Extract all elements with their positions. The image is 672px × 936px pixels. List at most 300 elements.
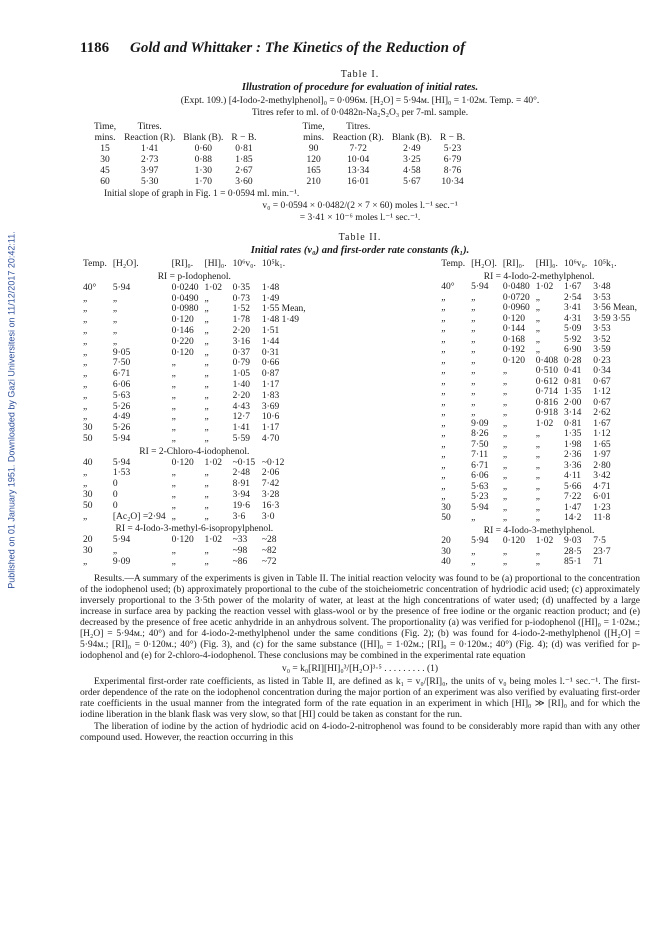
table1-row xyxy=(90,166,469,177)
table2-cell: „ xyxy=(83,390,88,401)
table2-cell: „ xyxy=(471,366,476,376)
table2-section-title: RI = 4-Iodo-3-methylphenol. xyxy=(483,525,595,536)
table2-cell: „ xyxy=(441,313,446,324)
table2-cell: 5·94 xyxy=(112,457,131,468)
table2-cell: 0·0720 xyxy=(502,292,530,303)
table2-row xyxy=(438,536,640,547)
table1-cell: 0·81 xyxy=(235,144,253,154)
table1-header-row-1 xyxy=(90,122,469,133)
table1-header-cell: Titres. xyxy=(137,122,162,132)
table2-cell: 0 xyxy=(112,489,118,500)
table1-header-cell: Reaction (R). xyxy=(332,133,384,143)
paper-page xyxy=(80,40,640,745)
table2-cell: „ xyxy=(471,334,476,345)
table2-row xyxy=(80,434,309,445)
table2-cell: 4·11 xyxy=(563,471,582,481)
table2-cell: 14·2 xyxy=(563,513,582,523)
table2-cell: „ xyxy=(204,369,209,380)
results-paragraph-1: Results.—A summary of the experiments is given in Table II. The initial reaction velocity was found to be (a) proportional to the concentration of the iodophenol used; (b) approximately proportional to the cube of the stoicheiometric concentration of hydriodic acid used; (c) approximately inversely proportional to the 3·5th power of the molarity of water, at least at the high concentrations of water used; (d) unaffected by a large increase in surface area by packing the reaction vessel with glass-wool or by the presence of free iodine or the organic reaction product; and (e) decreased by the presence of free acetic anhydride in an anhydrous solvent. The proportionality (a) was verified for p-iodophenol ([HI]₀ = 1·02м.; [H₂O] = 5·94м.; 40°) and for 4-iodo-2-methylphenol under the same conditions (Fig. 2); (b) was found for 4-iodo-2-methylphenol ([H₂O] = 5·94м.; [RI]₀ = 0·120м.; 40°) (Fig. 3), and (c) for the same substance ([HI]₀ = 1·02м.; [RI]₀ = 0·120м.; 40°) (Fig. 4); (d) was verified for p-iodophenol and (e) for 2-chloro-4-iodophenol. These conclusions may be combined in the experimental rate equation xyxy=(80,573,640,661)
table2-row xyxy=(438,419,640,430)
table2-cell: 1·53 xyxy=(112,468,131,479)
table2-cell: 5·09 xyxy=(563,324,582,334)
table2-cell: 1·02 xyxy=(535,418,554,429)
table2-cell: „ xyxy=(441,408,446,418)
table2-cell: „ xyxy=(441,418,446,429)
table2-cell: 6·71 xyxy=(471,460,489,471)
table1-cell: 30 xyxy=(100,155,110,165)
table2-cell: „ xyxy=(171,358,176,369)
table2-cell: 0·168 xyxy=(502,334,526,345)
table2-cell: „ xyxy=(535,303,540,313)
table2-cell: 0·66 xyxy=(261,358,280,369)
table2-cell: „ xyxy=(471,313,476,324)
table2-row xyxy=(80,479,309,490)
table2-cell: 0·120 xyxy=(171,347,194,358)
table2-cell: 1·67 xyxy=(593,418,611,429)
table2-cell: 0·0240 xyxy=(171,282,199,293)
table1-cell: 3·60 xyxy=(235,177,253,187)
table2-row xyxy=(438,461,640,472)
table2-cell: 2·36 xyxy=(563,450,582,460)
table2-cell: „ xyxy=(471,355,476,366)
table2-cell: 1·40 xyxy=(232,379,250,390)
table2-header-cell: [RI]₀. xyxy=(171,259,194,270)
table1-cell: 45 xyxy=(100,166,110,176)
table2-cell: 0·918 xyxy=(535,408,558,418)
table2-row xyxy=(438,492,640,503)
table2-cell: „ xyxy=(83,315,88,326)
table2-row xyxy=(438,450,640,461)
table2-cell: 7·22 xyxy=(563,492,582,502)
table2-row xyxy=(80,315,309,326)
table2-cell: „ xyxy=(441,324,446,334)
table1-cell: 3·97 xyxy=(140,166,159,176)
table2-row xyxy=(80,293,309,304)
table1-header-cell xyxy=(227,122,260,133)
table2-section-title: RI = 4-Iodo-2-methylphenol. xyxy=(483,271,595,282)
table2-cell: 5·26 xyxy=(112,401,131,412)
table1-header-cell: mins. xyxy=(303,133,325,143)
table2-cell: „ xyxy=(471,303,476,313)
table2-cell: „ xyxy=(441,334,446,345)
table2-cell: 5·94 xyxy=(471,282,489,292)
table1-cell: 120 xyxy=(306,155,321,165)
table2-cell: 0·120 xyxy=(171,457,194,468)
table2-cell: 20 xyxy=(83,535,93,546)
table2-row xyxy=(438,324,640,335)
table1-cell: 1·85 xyxy=(235,155,253,165)
table2-cell: „ xyxy=(535,324,540,334)
table2-cell: „ xyxy=(171,556,176,567)
table2-cell: 0·73 xyxy=(232,293,250,304)
table2-cell: „ xyxy=(502,439,508,450)
table2-row xyxy=(438,293,640,304)
table2-cell: 3·48 xyxy=(593,282,611,292)
table2-cell: 30 xyxy=(83,546,93,556)
table2-cell: „ xyxy=(441,376,446,387)
page-number: 1186 xyxy=(80,40,110,56)
table2-cell: 0·144 xyxy=(502,324,526,334)
table1-cell: 1·41 xyxy=(140,144,159,154)
table2-cell: 3·53 xyxy=(593,324,611,334)
table2-cell: „ xyxy=(171,412,176,423)
table2-cell: „ xyxy=(204,546,209,556)
table2-cell: „ xyxy=(535,502,540,513)
table1-cell: 5·23 xyxy=(443,144,462,154)
table2-cell: „ xyxy=(204,336,209,347)
table2-cell: „ xyxy=(441,387,446,397)
table2-section-title: RI = p-Iodophenol. xyxy=(157,271,231,282)
table2-cell: 1·12 xyxy=(593,387,611,397)
table2-cell: „ xyxy=(204,556,209,567)
table2-cell: „ xyxy=(204,500,209,511)
table2-row xyxy=(438,366,640,377)
table2-cell: 8·91 xyxy=(232,479,250,490)
table2-cell: „ xyxy=(112,325,118,336)
table2-cell: „ xyxy=(83,556,88,567)
table1-cell: 2·73 xyxy=(140,155,159,165)
table1-cell: 0·88 xyxy=(194,155,213,165)
table2-cell: 11·8 xyxy=(593,513,611,523)
table2-cell: „ xyxy=(83,304,88,315)
table2-header-cell: 10⁶v₀. xyxy=(232,259,256,270)
table2-cell: „ xyxy=(502,502,508,513)
table2-cell: 2·48 xyxy=(232,468,250,479)
table2-row xyxy=(438,356,640,367)
table2-cell: 0·192 xyxy=(502,345,526,355)
table2-cell: „ xyxy=(441,460,446,471)
table2-cell: „ xyxy=(502,366,508,376)
table2-cell: 4·43 xyxy=(232,401,250,412)
table1-header-cell xyxy=(436,122,469,133)
column-gap xyxy=(261,166,299,177)
table2-cell: „ xyxy=(502,557,508,567)
table2-cell: 0·510 xyxy=(535,366,558,376)
table2-cell: 0·81 xyxy=(563,418,582,429)
download-notice xyxy=(4,150,20,670)
table1-cell: 3·25 xyxy=(403,155,421,165)
table2-cell: „ xyxy=(204,304,209,315)
table2-header-cell: Temp. xyxy=(83,259,107,270)
table2-cell: 12·7 xyxy=(232,412,250,423)
table2-cell: „ xyxy=(171,433,176,444)
table2-cell: „ xyxy=(502,450,508,460)
table2-cell: 0·67 xyxy=(593,376,611,387)
table2-cell: „ xyxy=(204,379,209,390)
table2-cell: 23·7 xyxy=(593,546,611,557)
table2-cell: „ xyxy=(204,423,209,434)
table2-cell: 7·5 xyxy=(593,536,606,546)
table2-cell: „ xyxy=(535,546,540,557)
table2-row xyxy=(438,282,640,293)
table2-cell: 5·59 xyxy=(232,433,250,444)
table2-row xyxy=(438,398,640,409)
table2-cell: 1·44 xyxy=(261,336,280,347)
table2-cell: 1·67 xyxy=(563,282,582,292)
table2-cell: „ xyxy=(204,511,209,522)
table2-cell: 0·0490 xyxy=(171,293,199,304)
table2-cell: 0·31 xyxy=(261,347,280,358)
table2-cell: 3·0 xyxy=(261,511,275,522)
table2-row xyxy=(80,283,309,294)
table2-cell: „ xyxy=(502,387,508,397)
table1-header-cell: R − B. xyxy=(231,133,257,143)
table2-cell: „ xyxy=(112,315,118,326)
table2-cell: 0·120 xyxy=(171,315,194,326)
table1-cell: 210 xyxy=(306,177,321,187)
table2-cell: „ xyxy=(502,513,508,523)
table1-cell: 16·01 xyxy=(347,177,370,187)
table2-row xyxy=(438,429,640,440)
table2-cell: „ xyxy=(171,546,176,556)
table2-cell: ~86 xyxy=(232,556,248,567)
table2-cell: „ xyxy=(83,401,88,412)
table1-cell: 10·34 xyxy=(441,177,464,187)
table2-cell: „ xyxy=(204,315,209,326)
table1-header-cell: Time, xyxy=(302,122,325,132)
table2-cell: „ xyxy=(502,481,508,492)
table2-right xyxy=(438,259,640,568)
table2-cell: 2·20 xyxy=(232,325,250,336)
table2-row xyxy=(438,314,640,325)
table2-cell: „ xyxy=(441,397,446,408)
running-title: Gold and Whittaker : The Kinetics of the Reduction of xyxy=(130,40,466,56)
table2-cell: „ xyxy=(535,313,540,324)
table2-cell: 2·80 xyxy=(593,460,611,471)
table2-cell: 1·78 xyxy=(232,315,250,326)
table2-cell: „ xyxy=(535,439,540,450)
table1-cell: 5·30 xyxy=(140,177,159,187)
table1-header-cell: Titres. xyxy=(346,122,371,132)
table2-cell: 28·5 xyxy=(563,546,582,557)
table2-cell: „ xyxy=(502,397,508,408)
table1-note: Titres refer to ml. of 0·0482n-Na₂S₂O₃ per 7-ml. sample. xyxy=(251,108,469,118)
table2-cell: [Ac₂O] =2·94 xyxy=(112,511,166,522)
table2-cell: „ xyxy=(502,471,508,481)
table2-cell: 85·1 xyxy=(563,557,582,567)
table2-row xyxy=(438,482,640,493)
table2-cell: 0·816 xyxy=(535,397,558,408)
table2-header-cell: [HI]₀. xyxy=(204,259,227,270)
table1-cell: 10·04 xyxy=(347,155,370,165)
table2-row xyxy=(438,335,640,346)
table2-row xyxy=(80,511,309,522)
table2-cell: „ xyxy=(83,293,88,304)
table2-cell: 6·01 xyxy=(593,492,611,502)
table2-cell: 30 xyxy=(83,423,93,434)
table2-cell: 1·02 xyxy=(204,535,222,546)
table2-cell: 40° xyxy=(83,282,97,293)
table2-cell: 0·120 xyxy=(502,313,526,324)
table2-cell: 5·66 xyxy=(563,481,582,492)
table2-row xyxy=(80,457,309,468)
table2-cell: 5·94 xyxy=(112,433,131,444)
table2-row xyxy=(438,547,640,558)
table2-cell: „ xyxy=(535,492,540,502)
table2-cell: „ xyxy=(171,401,176,412)
table2-header-row xyxy=(80,259,309,270)
table2-cell: 1·17 xyxy=(261,379,280,390)
table2-cell: „ xyxy=(502,376,508,387)
table2-cell: 5·94 xyxy=(112,282,131,293)
table2-cell: „ xyxy=(112,546,118,556)
table2-row xyxy=(80,337,309,348)
table2-header-cell: 10⁵k₁. xyxy=(593,259,617,269)
table2-cell: „ xyxy=(535,460,540,471)
table2-cell: 5·94 xyxy=(112,535,131,546)
table2-cell: 19·6 xyxy=(232,500,250,511)
table2-cell: „ xyxy=(83,369,88,380)
table2-cell: „ xyxy=(502,460,508,471)
table2-cell: 3·59 xyxy=(593,345,611,355)
table2-cell: 1·97 xyxy=(593,450,611,460)
table2-section-title: RI = 4-Iodo-3-methyl-6-isopropylphenol. xyxy=(115,524,274,535)
table2-cell: 16·3 xyxy=(261,500,280,511)
results-section xyxy=(80,574,640,744)
table2-cell: „ xyxy=(502,408,508,418)
table2-cell: „ xyxy=(441,292,446,303)
table2-cell: 0·28 xyxy=(563,355,582,366)
table2-cell: „ xyxy=(204,412,209,423)
table2-cell: „ xyxy=(471,513,476,523)
table2-subtitle: Initial rates (v₀) and first-order rate constants (k₁). xyxy=(250,245,470,256)
table2-row xyxy=(438,557,640,568)
table2-cell: 1·17 xyxy=(261,423,280,434)
table2-cell: 7·11 xyxy=(471,450,489,460)
table2-cell: 3·28 xyxy=(261,489,280,500)
table2-cell: 1·05 xyxy=(232,369,250,380)
table2-cell: „ xyxy=(171,390,176,401)
table2-cell: 0·41 xyxy=(563,366,582,376)
table2-cell: 6·06 xyxy=(471,471,489,481)
table1-cell: 90 xyxy=(308,144,319,154)
table2-cell: „ xyxy=(471,397,476,408)
table2-cell: 1·41 xyxy=(232,423,250,434)
table2-section-title: RI = 2-Chloro-4-iodophenol. xyxy=(139,446,250,457)
table2-cell: 3·42 xyxy=(593,471,611,481)
table2-cell: 7·50 xyxy=(471,439,489,450)
table2-cell: 1·12 xyxy=(593,429,611,439)
table2-caption: Table II. xyxy=(338,232,382,243)
table2-cell: „ xyxy=(204,489,209,500)
table2-cell: 3·16 xyxy=(232,336,250,347)
table2-cell: 3·6 xyxy=(232,511,246,522)
table2-cell: 1·23 xyxy=(593,502,611,513)
table2-cell: „ xyxy=(441,366,446,376)
table2-cell: 0·0980 xyxy=(171,304,199,315)
table2-cell: 0·714 xyxy=(535,387,558,397)
table2-cell: „ xyxy=(171,468,176,479)
table2-cell: „ xyxy=(502,418,508,429)
table2-cell: 0 xyxy=(112,500,118,511)
table2-cell: 1·02 xyxy=(535,536,554,546)
table2-cell: „ xyxy=(535,471,540,481)
table2-header-cell: 10⁵k₁. xyxy=(261,259,286,270)
table2-row xyxy=(80,535,309,546)
table2-cell: „ xyxy=(83,347,88,358)
table1-cell: 165 xyxy=(306,166,321,176)
results-paragraph-2: Experimental first-order rate coefficients, as listed in Table II, are defined as k₁ = v₀/[RI]₀, the units of v₀ being moles l.⁻¹ sec.⁻¹. The first-order dependence of the rate on the iodophenol concentration during the major portion of an experiment was also verified by evaluating first-order rate coefficients in the usual manner from the integrated form of the rate equation in an experiment in which [HI]₀ ≫ [RI]₀ and for which the iodine liberation in the blank flask was very slow, so that [HI] could be taken as constant for the run. xyxy=(80,676,640,720)
table2-cell: 2·06 xyxy=(261,468,280,479)
table2-cell: 1·55 Mean, xyxy=(261,304,306,315)
table2-cell: 1·83 xyxy=(261,390,280,401)
table2-cell: „ xyxy=(204,401,209,412)
table2-cell: „ xyxy=(171,511,176,522)
table1-cell: 2·67 xyxy=(235,166,253,176)
table2-cell: 1·35 xyxy=(563,387,582,397)
table1-conditions: (Expt. 109.) [4-Iodo-2-methylphenol]₀ = 0·096м. [H₂O] = 5·94м. [HI]₀ = 1·02м. Temp. = 40°. xyxy=(180,96,540,106)
results-paragraph-3: The liberation of iodine by the action of hydriodic acid on 4-iodo-2-nitrophenol was found to be considerably more rapid than with any other compound used. However, the reaction occurring in this xyxy=(80,721,640,743)
table2-cell: „ xyxy=(535,292,540,303)
table2-cell: „ xyxy=(171,489,176,500)
table1-row xyxy=(90,177,469,188)
table2-cell: „ xyxy=(171,379,176,390)
table2-cell: 30 xyxy=(441,546,451,557)
table2-cell: 0 xyxy=(112,479,118,490)
table1-header-row-2 xyxy=(90,133,469,144)
table2-cell: „ xyxy=(171,369,176,380)
table2-cell: 3·36 xyxy=(563,460,582,471)
table2-cell: 2·20 xyxy=(232,390,250,401)
table2-cell: 2·54 xyxy=(563,292,582,303)
column-gap xyxy=(261,133,299,144)
table2-cell: 7·42 xyxy=(261,479,280,490)
table2-cell: 9·09 xyxy=(471,418,489,429)
table2-row xyxy=(80,401,309,412)
table1-cell: 8·76 xyxy=(443,166,462,176)
table2-cell: „ xyxy=(471,376,476,387)
table2-cell: „ xyxy=(83,336,88,347)
table2-row xyxy=(80,423,309,434)
table2-cell: 4·31 xyxy=(563,313,582,324)
table1-row xyxy=(90,144,469,155)
table2-cell: „ xyxy=(83,379,88,390)
table2-cell: „ xyxy=(83,412,88,423)
table2-cell: „ xyxy=(471,324,476,334)
table2-cell: 0·120 xyxy=(502,536,526,546)
table2-cell: 7·50 xyxy=(112,358,131,369)
table2-cell: „ xyxy=(441,429,446,439)
table2-cell: ~33 xyxy=(232,535,248,546)
table2-row xyxy=(438,471,640,482)
table2-row xyxy=(438,440,640,451)
table2-cell: „ xyxy=(204,433,209,444)
table2-cell: 5·94 xyxy=(471,502,489,513)
table2-cell: 3·56 Mean, xyxy=(593,303,637,313)
table2-cell: 0·35 xyxy=(232,282,250,293)
table2-cell: „ xyxy=(83,358,88,369)
table2-cell: 0·81 xyxy=(563,376,582,387)
table2-cell: „ xyxy=(171,423,176,434)
table2-cell: „ xyxy=(535,345,540,355)
table2-cell: „ xyxy=(83,468,88,479)
table2-cell: 1·48 xyxy=(261,282,280,293)
table2-cell: „ xyxy=(112,336,118,347)
table1-cell: 15 xyxy=(100,144,110,154)
table2-cell: 0·612 xyxy=(535,376,558,387)
table2-row xyxy=(80,326,309,337)
table2-cell: „ xyxy=(441,471,446,481)
table2-cell: 40° xyxy=(441,282,455,292)
table2-cell: 0·87 xyxy=(261,369,280,380)
table2-section-row xyxy=(438,524,640,537)
table2-cell: 5·63 xyxy=(112,390,131,401)
table2-cell: 0·34 xyxy=(593,366,611,376)
table2-cell: 4·49 xyxy=(112,412,131,423)
table2-cell: 1·35 xyxy=(563,429,582,439)
table2-cell: 30 xyxy=(83,489,93,500)
table2-cell: „ xyxy=(535,429,540,439)
